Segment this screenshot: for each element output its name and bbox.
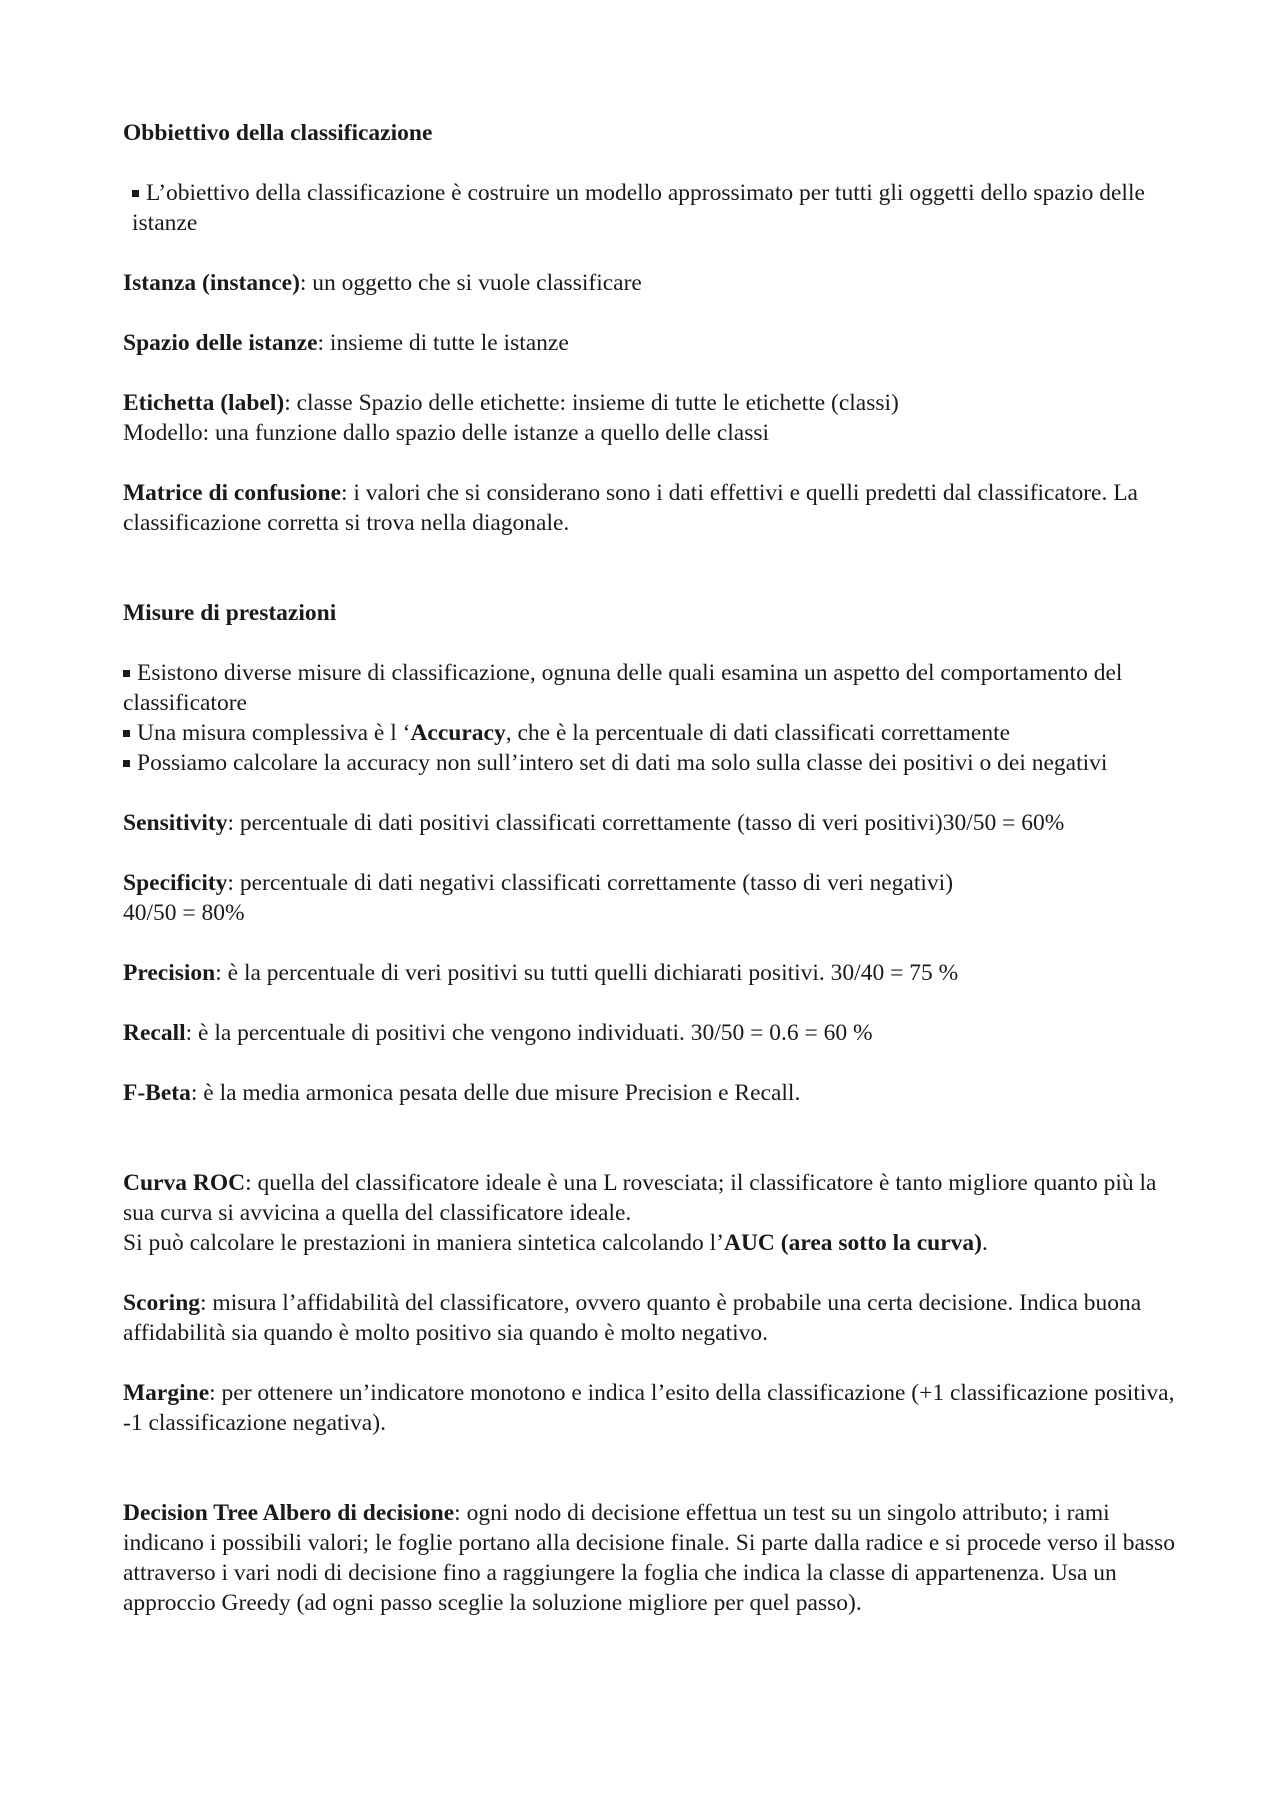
bullet-misure-1: Esistono diverse misure di classificazione, ognuna delle quali esamina un aspetto del comportamento del classificatore bbox=[123, 660, 1123, 716]
def-scoring: Scoring: misura l’affidabilità del classificatore, ovvero quanto è probabile una certa decisione. Indica buona affidabilità sia quando è molto positivo sia quando è molto negativo. bbox=[123, 1290, 1142, 1346]
def-auc: Si può calcolare le prestazioni in maniera sintetica calcolando l’AUC (area sotto la curva). bbox=[123, 1230, 988, 1256]
bullet-icon bbox=[123, 720, 137, 746]
def-spazio-istanze: Spazio delle istanze: insieme di tutte le istanze bbox=[123, 330, 569, 356]
section-title-misure: Misure di prestazioni bbox=[123, 600, 337, 626]
bullet-icon bbox=[123, 660, 137, 686]
bullet-icon bbox=[123, 750, 137, 776]
def-sensitivity: Sensitivity: percentuale di dati positivi classificati correttamente (tasso di veri positivi)30/50 = 60% bbox=[123, 810, 1065, 836]
document-page bbox=[123, 118, 1183, 1618]
bullet-misure-3: Possiamo calcolare la accuracy non sull’intero set di dati ma solo sulla classe dei positivi o dei negativi bbox=[123, 748, 1183, 778]
bullet-icon bbox=[132, 180, 146, 206]
bullet-obiettivo: L’obiettivo della classificazione è costruire un modello approssimato per tutti gli oggetti dello spazio delle istanze bbox=[132, 180, 1145, 236]
bullet-misure-2: Una misura complessiva è l ‘Accuracy, che è la percentuale di dati classificati correttamente bbox=[123, 718, 1183, 748]
def-curva-roc: Curva ROC: quella del classificatore ideale è una L rovesciata; il classificatore è tanto migliore quanto più la sua curva si avvicina a quella del classificatore ideale. bbox=[123, 1170, 1157, 1226]
def-etichetta: Etichetta (label): classe Spazio delle etichette: insieme di tutte le etichette (classi) bbox=[123, 390, 899, 416]
def-specificity: Specificity: percentuale di dati negativi classificati correttamente (tasso di veri negativi) bbox=[123, 870, 954, 896]
def-margine: Margine: per ottenere un’indicatore monotono e indica l’esito della classificazione (+1 classificazione positiva, -1 classificazione negativa). bbox=[123, 1380, 1175, 1436]
def-decision-tree: Decision Tree Albero di decisione: ogni nodo di decisione effettua un test su un singolo attributo; i rami indicano i possibili valori; le foglie portano alla decisione finale. Si parte dalla radice e si procede verso il basso attraverso i vari nodi di decisione fino a raggiungere la foglia che indica la classe di appartenenza. Usa un approccio Greedy (ad ogni passo sceglie la soluzione migliore per quel passo). bbox=[123, 1500, 1175, 1616]
specificity-value: 40/50 = 80% bbox=[123, 900, 245, 926]
def-fbeta: F-Beta: è la media armonica pesata delle due misure Precision e Recall. bbox=[123, 1080, 801, 1106]
def-istanza: Istanza (instance): un oggetto che si vuole classificare bbox=[123, 270, 642, 296]
section-title-obiettivo: Obbiettivo della classificazione bbox=[123, 120, 433, 146]
def-precision: Precision: è la percentuale di veri positivi su tutti quelli dichiarati positivi. 30/40 = 75 % bbox=[123, 960, 959, 986]
def-matrice-confusione: Matrice di confusione: i valori che si considerano sono i dati effettivi e quelli predetti dal classificatore. La classificazione corretta si trova nella diagonale. bbox=[123, 480, 1138, 536]
def-modello: Modello: una funzione dallo spazio delle istanze a quello delle classi bbox=[123, 420, 770, 446]
def-recall: Recall: è la percentuale di positivi che vengono individuati. 30/50 = 0.6 = 60 % bbox=[123, 1020, 873, 1046]
